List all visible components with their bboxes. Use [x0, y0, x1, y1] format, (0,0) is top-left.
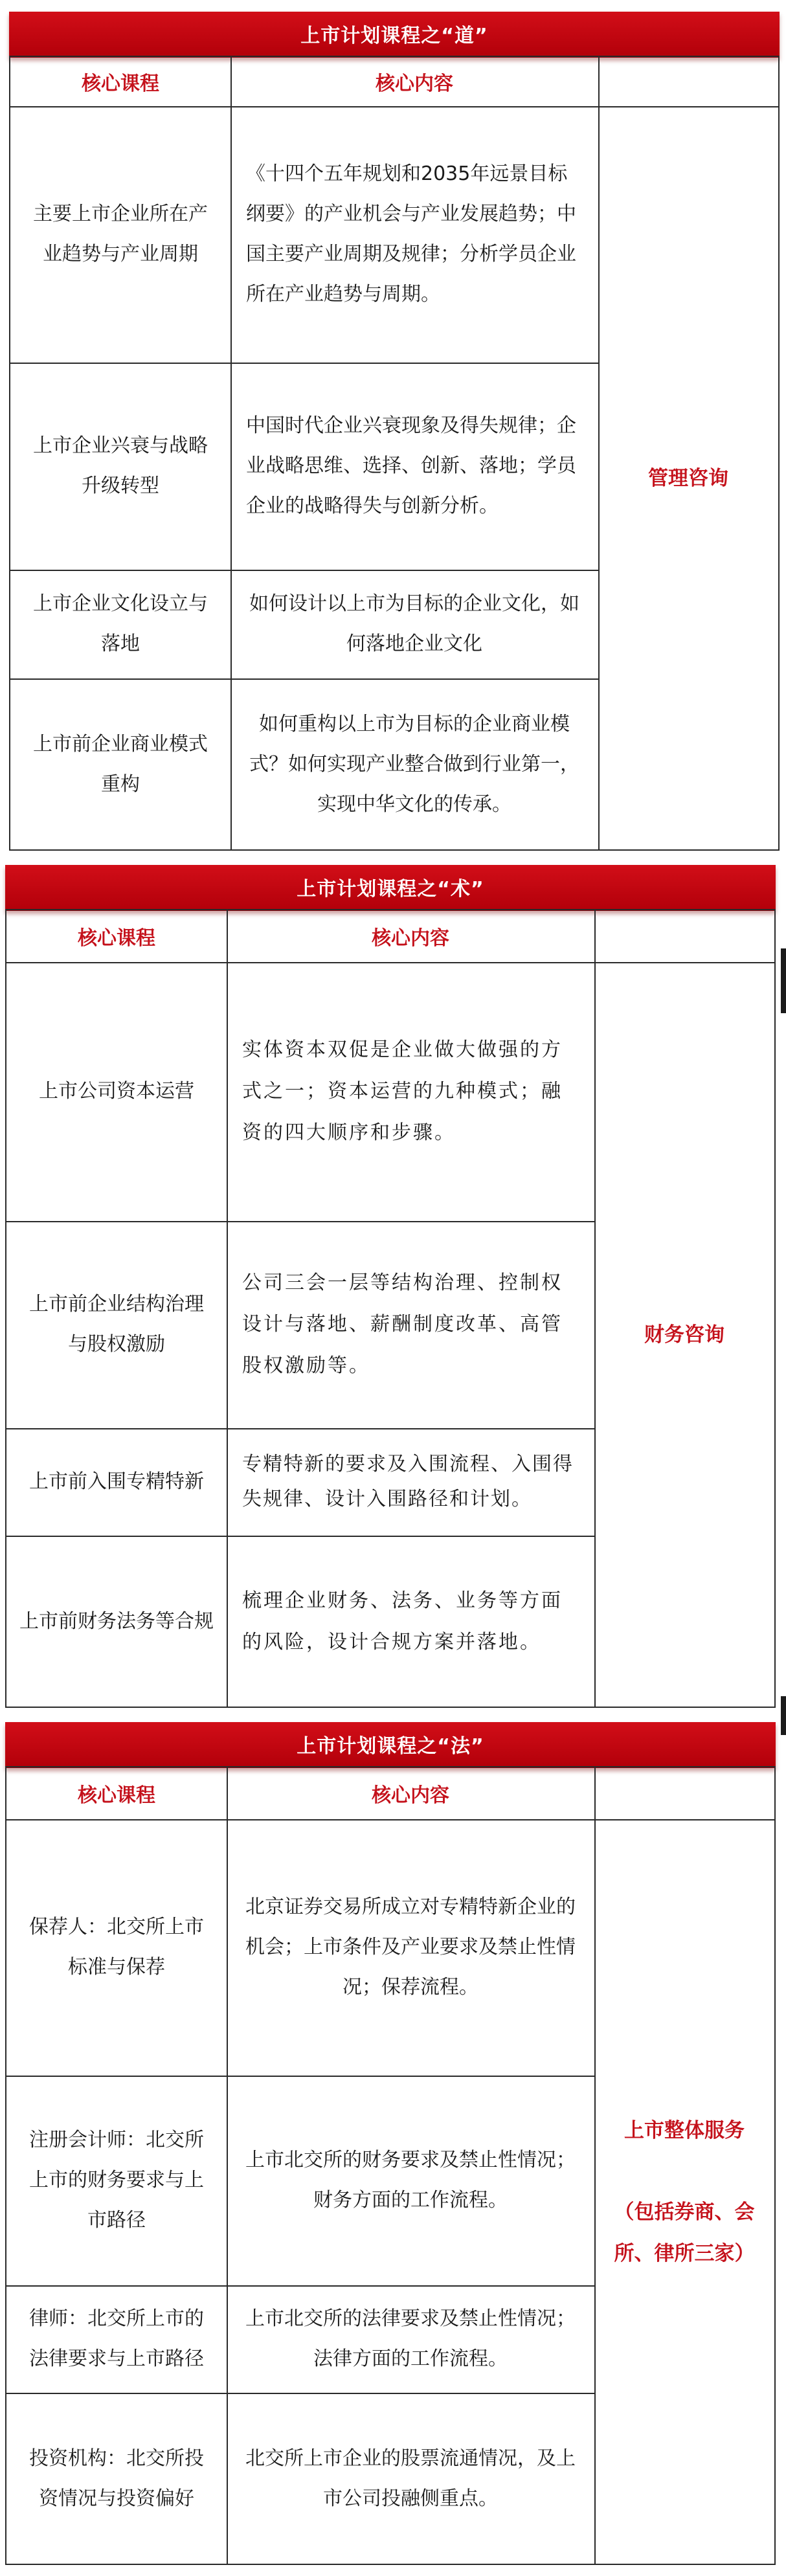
- course-name: 上市前财务法务等合规: [19, 1610, 214, 1633]
- section-title: 上市计划课程之“法”: [5, 1722, 776, 1768]
- side-service-label: 上市整体服务: [624, 2119, 745, 2142]
- course-name: 上市公司资本运营: [39, 1080, 194, 1103]
- course-content: 《十四个五年规划和2035年远景目标纲要》的产业机会与产业发展趋势；中国主要产业周期及规律；分析学员企业所在产业趋势与周期。: [246, 162, 576, 306]
- side-service: [594, 1819, 774, 2565]
- course-name: 投资机构：北交所投资情况与投资偏好: [29, 2447, 204, 2510]
- side-service: 财务咨询: [644, 1323, 724, 1347]
- header-course: 核心课程: [82, 73, 159, 95]
- course-content: 上市北交所的财务要求及禁止性情况；财务方面的工作流程。: [245, 2149, 576, 2212]
- course-content: 梳理企业财务、法务、业务等方面的风险，设计合规方案并落地。: [242, 1589, 563, 1653]
- section-title: 上市计划课程之“术”: [5, 865, 776, 911]
- header-course: 核心课程: [78, 927, 155, 950]
- course-name: 上市企业文化设立与落地: [33, 592, 208, 655]
- course-name: 注册会计师：北交所上市的财务要求与上市路径: [29, 2129, 204, 2232]
- course-name: 上市前企业结构治理与股权激励: [29, 1293, 204, 1356]
- course-content: 北京证券交易所成立对专精特新企业的机会；上市条件及产业要求及禁止性情况；保荐流程。: [245, 1896, 576, 1999]
- edge-mark: [781, 948, 786, 1013]
- course-table: [5, 909, 776, 1708]
- course-name: 主要上市企业所在产业趋势与产业周期: [33, 203, 208, 265]
- course-content: 北交所上市企业的股票流通情况，及上市公司投融侧重点。: [245, 2447, 576, 2510]
- course-content: 实体资本双促是企业做大做强的方式之一；资本运营的九种模式；融资的四大顺序和步骤。: [242, 1038, 563, 1144]
- header-content: 核心内容: [372, 927, 449, 950]
- course-content: 公司三会一层等结构治理、控制权设计与落地、薪酬制度改革、高管股权激励等。: [242, 1271, 563, 1377]
- course-table: [9, 56, 780, 851]
- course-name: 上市企业兴衰与战略升级转型: [33, 434, 208, 497]
- course-name: 上市前入围专精特新: [29, 1470, 204, 1493]
- course-content: 如何设计以上市为目标的企业文化，如何落地企业文化: [249, 592, 579, 655]
- course-content: 专精特新的要求及入围流程、入围得失规律、设计入围路径和计划。: [242, 1453, 574, 1510]
- header-content: 核心内容: [376, 73, 453, 95]
- header-content: 核心内容: [372, 1784, 449, 1807]
- course-content: 上市北交所的法律要求及禁止性情况；法律方面的工作流程。: [245, 2307, 576, 2370]
- course-name: 上市前企业商业模式重构: [33, 733, 208, 796]
- course-table: [5, 1766, 776, 2565]
- course-name: 保荐人：北交所上市标准与保荐: [29, 1916, 204, 1978]
- section-title: 上市计划课程之“道”: [9, 12, 780, 58]
- section-shu: [5, 865, 776, 1708]
- side-service-note: （包括券商、会所、律所三家）: [614, 2201, 755, 2265]
- edge-mark: [781, 1696, 786, 1735]
- course-name: 律师：北交所上市的法律要求与上市路径: [29, 2307, 204, 2370]
- section-dao: [9, 12, 780, 851]
- course-content: 中国时代企业兴衰现象及得失规律；企业战略思维、选择、创新、落地；学员企业的战略得失与创新分析。: [246, 414, 576, 517]
- side-service: 管理咨询: [648, 467, 728, 490]
- section-fa: [5, 1722, 776, 2565]
- header-course: 核心课程: [78, 1784, 155, 1807]
- course-content: 如何重构以上市为目标的企业商业模式？如何实现产业整合做到行业第一，实现中华文化的传承。: [249, 713, 579, 816]
